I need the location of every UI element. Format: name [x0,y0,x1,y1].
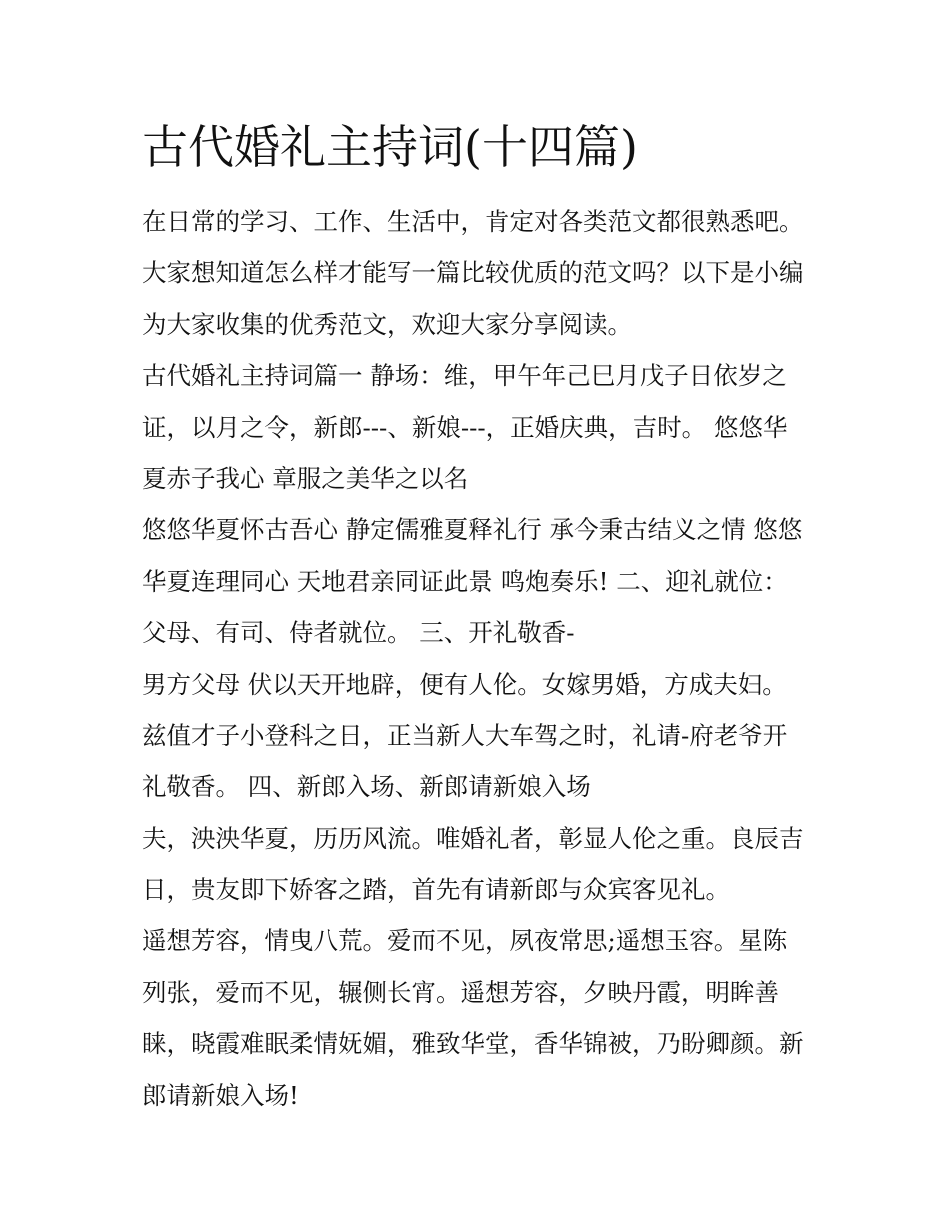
text-line: 古代婚礼主持词篇一 静场：维，甲午年己巳月戊子日依岁之 [142,361,787,391]
text-line: 夫，泱泱华夏，历历风流。唯婚礼者，彰显人伦之重。良辰吉 [142,823,804,853]
text-line: 睐，晓霞难眠柔情妩媚，雅致华堂，香华锦被，乃盼卿颜。新 [142,1029,804,1059]
text-line: 遥想芳容，情曳八荒。爱而不见，夙夜常思;遥想玉容。星陈 [142,926,788,956]
document-title: 古代婚礼主持词(十四篇) [142,120,638,174]
text-line: 为大家收集的优秀范文，欢迎大家分享阅读。 [142,309,632,339]
text-line: 在日常的学习、工作、生活中，肯定对各类范文都很熟悉吧。 [142,207,804,236]
text-line: 悠悠华夏怀古吾心 静定儒雅夏释礼行 承今秉古结义之情 悠悠 [142,515,803,545]
text-line: 郎请新娘入场! [142,1080,299,1110]
text-line: 父母、有司、侍者就位。 三、开礼敬香- [142,618,575,648]
text-line: 男方父母 伏以天开地辟，便有人伦。女嫁男婚，方成夫妇。 [142,669,787,699]
document-body [142,196,822,1121]
text-line: 夏赤子我心 章服之美华之以名 [142,463,469,493]
text-line: 华夏连理同心 天地君亲同证此景 鸣炮奏乐! 二、迎礼就位： [142,566,788,596]
text-line: 证，以月之令，新郎---、新娘---，正婚庆典，吉时。 悠悠华 [142,412,788,442]
text-line: 日，贵友即下娇客之踏，首先有请新郎与众宾客见礼。 [142,875,730,905]
text-line: 大家想知道怎么样才能写一篇比较优质的范文吗？以下是小编 [142,258,804,288]
text-line: 礼敬香。 四、新郎入场、新郎请新娘入场 [142,772,591,802]
text-line: 列张，爱而不见，辗侧长宵。遥想芳容，夕映丹霞，明眸善 [142,977,779,1007]
text-line: 兹值才子小登科之日，正当新人大车驾之时，礼请-府老爷开 [142,720,788,750]
